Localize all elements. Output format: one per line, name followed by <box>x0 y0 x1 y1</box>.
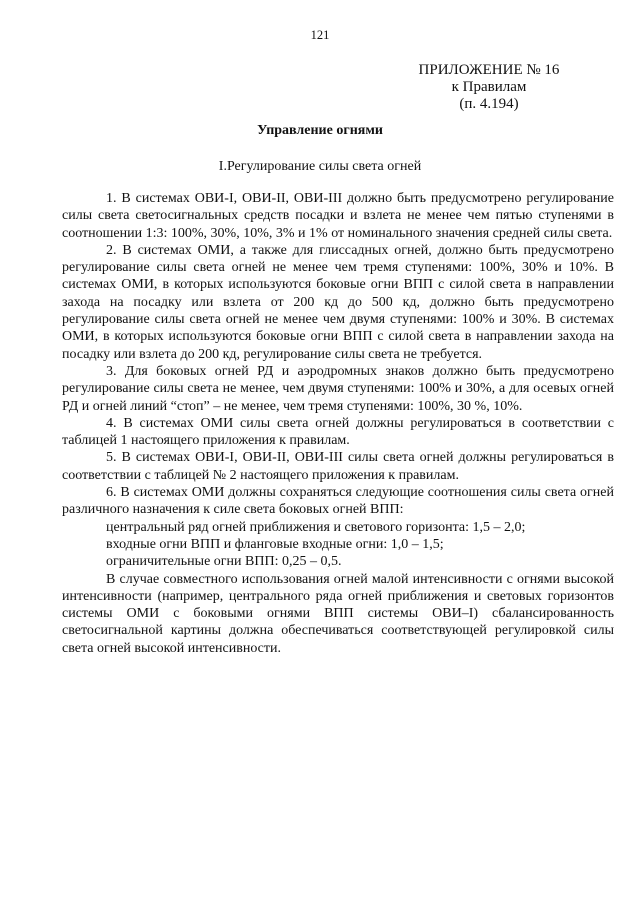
closing-paragraph: В случае совместного использования огней малой интенсивности с огнями высокой интенсивности (например, центрального ряда огней приближения и световых горизонтов системы ОМИ с боковыми огнями ВПП системы ОВИ–I) сбалансированность светосигнальной картины должна обеспечиваться соответствующей регулировкой силы света огней высокой интенсивности. <box>62 571 614 656</box>
ratio-approach-lights: центральный ряд огней приближения и светового горизонта: 1,5 – 2,0; <box>106 519 526 535</box>
appendix-clause-ref: (п. 4.194) <box>459 96 519 112</box>
paragraph-1: 1. В системах ОВИ-I, ОВИ-II, ОВИ-III должно быть предусмотрено регулирование силы света светосигнальных средств посадки и взлета не менее чем пятью ступенями в соотношении 1:3: 100%, 30%, 10%, 3% и 1% от номинального значения средней силы света. <box>62 191 614 241</box>
page-number: 121 <box>310 28 330 42</box>
appendix-number: ПРИЛОЖЕНИЕ № 16 <box>418 62 560 78</box>
paragraph-6: 6. В системах ОМИ должны сохраняться следующие соотношения силы света огней различного назначения к силе света боковых огней ВПП: <box>62 485 614 518</box>
paragraph-4: 4. В системах ОМИ силы света огней должны регулироваться в соответствии с таблицей 1 настоящего приложения к правилам. <box>62 415 614 449</box>
document-title: Управление огнями <box>257 123 383 138</box>
paragraph-3: 3. Для боковых огней РД и аэродромных знаков должно быть предусмотрено регулирование силы света не менее, чем двумя ступенями: 100% и 30%, а для осевых огней РД и огней линий “стоп” – не менее, чем тремя ступенями: 100%, 30 %, 10%. <box>62 363 614 414</box>
paragraph-2: 2. В системах ОМИ, а также для глиссадных огней, должно быть предусмотрено регулирование силы света огней не менее чем тремя ступенями: 100%, 30% и 10%. В системах ОМИ, в которых используются боковые огни ВПП с силой света в направлении захода на посадку или взлета от 200 кд до 500 кд, должно быть предусмотрено регулирование силы света огней не менее чем двумя ступенями: 100% и 30%. В системах ОМИ, в которых используются боковые огни ВПП с силой света в направлении захода на посадку или взлета до 200 кд, регулирование силы света не требуется. <box>62 242 614 362</box>
section-title: I.Регулирование силы света огней <box>218 159 422 174</box>
ratio-threshold-lights: входные огни ВПП и фланговые входные огни: 1,0 – 1,5; <box>106 536 444 552</box>
ratio-end-lights: ограничительные огни ВПП: 0,25 – 0,5. <box>106 554 342 570</box>
appendix-rules-ref: к Правилам <box>451 79 527 95</box>
document-body <box>62 190 614 657</box>
appendix-header <box>404 62 574 113</box>
paragraph-5: 5. В системах ОВИ-I, ОВИ-II, ОВИ-III силы света огней должны регулироваться в соответствии с таблицей № 2 настоящего приложения к правилам. <box>62 450 614 483</box>
